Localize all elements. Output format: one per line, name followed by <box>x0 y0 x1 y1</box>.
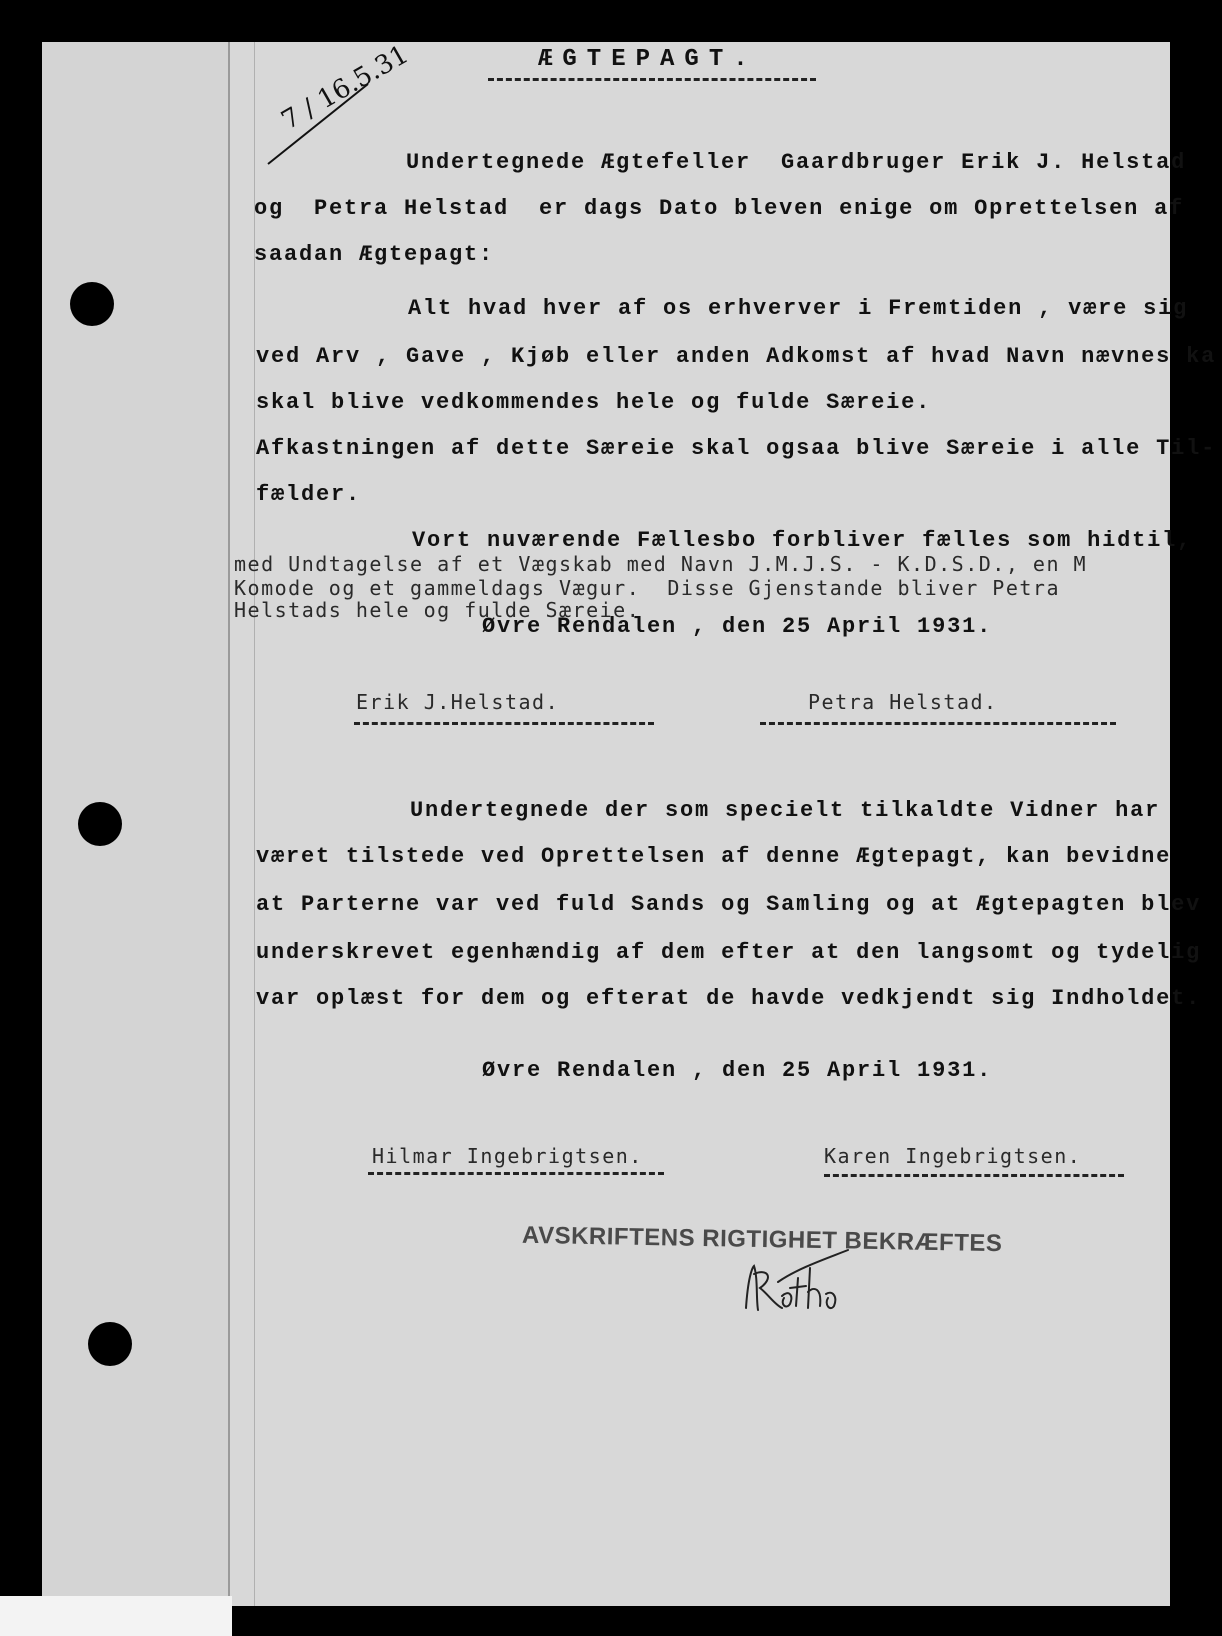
margin-note-text: 7 / 16.5.31 <box>276 39 414 137</box>
signature-dashes-left-2 <box>368 1172 664 1175</box>
document-title: ÆGTEPAGT. <box>538 46 758 73</box>
left-margin-strip <box>42 42 228 1606</box>
handwritten-signature <box>738 1248 868 1328</box>
para2-line3: skal blive vedkommendes hele og fulde Særeie. <box>256 390 932 415</box>
title-underline <box>488 78 816 81</box>
document-page <box>42 39 1170 1606</box>
signature-hilmar: Hilmar Ingebrigtsen. <box>372 1144 643 1168</box>
para4-line1: Vort nuværende Fællesbo forbliver fælles som hidtil, <box>412 528 1193 553</box>
signature-dashes-left <box>354 722 654 725</box>
margin-rule <box>228 42 230 1606</box>
insert-line1: med Undtagelse af et Vægskab med Navn J.M.J.S. - K.D.S.D., en M <box>234 552 1088 576</box>
signature-dashes-right-2 <box>824 1174 1124 1177</box>
para1-line3: saadan Ægtepagt: <box>254 242 495 267</box>
margin-rule-inner <box>254 42 255 1606</box>
para2-line2: ved Arv , Gave , Kjøb eller anden Adkomst af hvad Navn nævnes ka <box>256 344 1217 369</box>
certification-stamp: AVSKRIFTENS RIGTIGHET BEKRÆFTES <box>521 1221 1003 1258</box>
para1-line2: og Petra Helstad er dags Dato bleven enige om Oprettelsen af <box>254 196 1185 221</box>
para3-line1: Afkastningen af dette Særeie skal ogsaa blive Særeie i alle Til- <box>256 436 1217 461</box>
date-line-1: Øvre Rendalen , den 25 April 1931. <box>482 614 993 639</box>
para5-line4: underskrevet egenhændig af dem efter at den langsomt og tydelig <box>256 940 1202 965</box>
para5-line3: at Parterne var ved fuld Sands og Samling og at Ægtepagten blev <box>256 892 1202 917</box>
signature-dashes-right <box>760 722 1116 725</box>
para3-line2: fælder. <box>256 482 362 507</box>
para5-line1: Undertegnede der som specielt tilkaldte Vidner har <box>410 798 1161 823</box>
margin-note-handwritten <box>258 39 414 178</box>
signature-erik: Erik J.Helstad. <box>356 690 560 714</box>
para5-line5: var oplæst for dem og efterat de havde vedkjendt sig Indholdet. <box>256 986 1202 1011</box>
punch-hole-middle <box>78 802 122 846</box>
date-line-2: Øvre Rendalen , den 25 April 1931. <box>482 1058 993 1083</box>
signature-karen: Karen Ingebrigtsen. <box>824 1144 1082 1168</box>
scan-edge-strip <box>0 1596 232 1636</box>
signature-petra: Petra Helstad. <box>808 690 998 714</box>
para5-line2: været tilstede ved Oprettelsen af denne Ægtepagt, kan bevidne <box>256 844 1172 869</box>
para1-line1: Undertegnede Ægtefeller Gaardbruger Erik J. Helstad <box>406 150 1187 175</box>
insert-line2: Komode og et gammeldags Vægur. Disse Gjenstande bliver Petra <box>234 576 1061 600</box>
punch-hole-bottom <box>88 1322 132 1366</box>
punch-hole-top <box>70 282 114 326</box>
insert-line3: Helstads hele og fulde Særeie. <box>234 598 641 622</box>
para2-line1: Alt hvad hver af os erhverver i Fremtiden , være sig <box>408 296 1189 321</box>
